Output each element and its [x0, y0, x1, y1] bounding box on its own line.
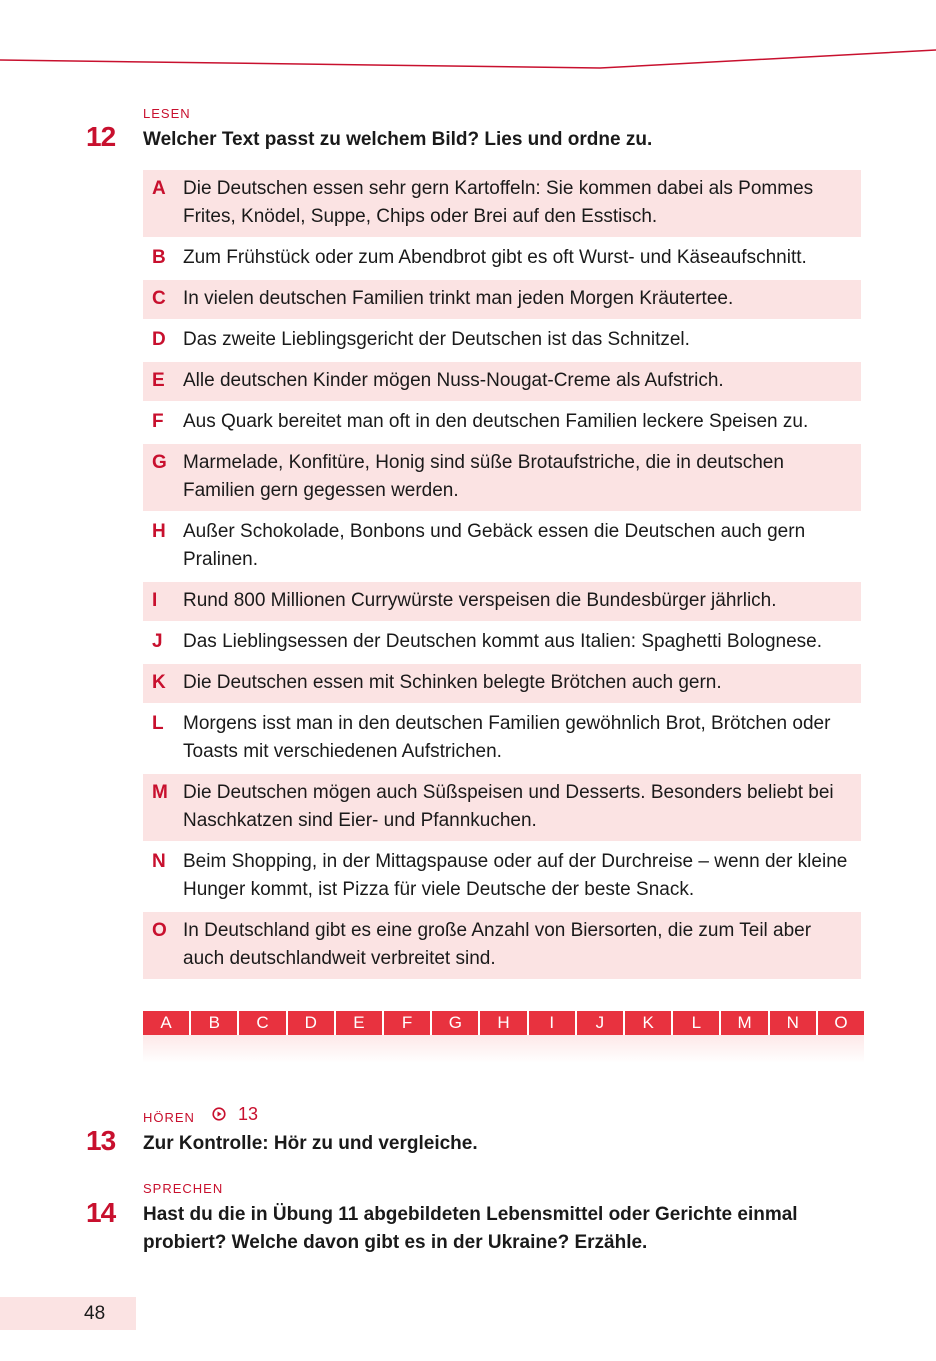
item-letter: M: [152, 782, 168, 803]
text-item-f: [143, 403, 861, 442]
exercise-12-number: 12: [86, 121, 116, 152]
text-item-i: [143, 582, 861, 621]
item-text: Die Deutschen essen mit Schinken belegte Brötchen auch gern.: [183, 672, 722, 693]
item-text: Alle deutschen Kinder mögen Nuss-Nougat-Creme als Aufstrich.: [183, 370, 724, 391]
exercise-12-label: LESEN: [143, 106, 191, 121]
exercise-14-number: 14: [86, 1197, 116, 1228]
item-letter: G: [152, 452, 167, 473]
item-text: Die Deutschen mögen auch Süßspeisen und Desserts. Besonders beliebt bei Naschkatzen sind Eier- und Pfannkuchen.: [183, 782, 834, 831]
text-list: [143, 170, 861, 981]
text-item-j: [143, 623, 861, 662]
page-number: 48: [84, 1303, 106, 1324]
text-item-a: [143, 170, 861, 237]
item-letter: N: [152, 851, 166, 872]
item-text: Das Lieblingsessen der Deutschen kommt aus Italien: Spaghetti Bolognese.: [183, 631, 822, 652]
audio-track-number: 13: [238, 1104, 259, 1124]
exercise-12-title: Welcher Text passt zu welchem Bild? Lies und ordne zu.: [143, 129, 653, 150]
answer-cell-c: C: [239, 1011, 287, 1035]
answer-cell-b: B: [191, 1011, 239, 1035]
text-item-b: [143, 239, 861, 278]
answer-cell-a: A: [143, 1011, 191, 1035]
answer-cell-f: F: [384, 1011, 432, 1035]
exercise-14-label: SPRECHEN: [143, 1181, 224, 1196]
answer-grid: [143, 1011, 864, 1035]
answer-cell-l: L: [673, 1011, 721, 1035]
item-letter: K: [152, 672, 166, 693]
item-letter: L: [152, 713, 164, 734]
item-text: Die Deutschen essen sehr gern Kartoffeln: Sie kommen dabei als Pommes Frites, Knödel, Suppe, Chips oder Brei auf den Esstisch.: [183, 178, 814, 227]
item-letter: D: [152, 329, 166, 350]
play-circle-icon[interactable]: [212, 1107, 226, 1121]
item-letter: E: [152, 370, 165, 391]
text-item-e: [143, 362, 861, 401]
text-item-c: [143, 280, 861, 319]
item-text: Aus Quark bereitet man oft in den deutschen Familien leckere Speisen zu.: [183, 411, 809, 432]
text-item-o: [143, 912, 861, 979]
text-item-d: [143, 321, 861, 360]
header-rule: [0, 40, 936, 80]
answer-cell-i: I: [529, 1011, 577, 1035]
item-text: Außer Schokolade, Bonbons und Gebäck essen die Deutschen auch gern Pralinen.: [183, 521, 806, 570]
text-item-m: [143, 774, 861, 841]
text-item-k: [143, 664, 861, 703]
item-letter: H: [152, 521, 166, 542]
answer-cell-j: J: [577, 1011, 625, 1035]
answer-cell-n: N: [770, 1011, 818, 1035]
item-letter: C: [152, 288, 166, 309]
exercise-13-title: Zur Kontrolle: Hör zu und vergleiche.: [143, 1133, 478, 1154]
item-letter: O: [152, 920, 167, 941]
item-letter: I: [152, 590, 158, 611]
item-text: Das zweite Lieblingsgericht der Deutschen ist das Schnitzel.: [183, 329, 690, 350]
exercise-13-label: HÖREN: [143, 1110, 195, 1125]
text-item-n: [143, 843, 861, 910]
item-text: In Deutschland gibt es eine große Anzahl von Biersorten, die zum Teil aber auch deutschlandweit verbreitet sind.: [183, 920, 812, 969]
item-text: Rund 800 Millionen Currywürste verspeisen die Bundesbürger jährlich.: [183, 590, 777, 611]
answer-cell-k: K: [625, 1011, 673, 1035]
item-letter: B: [152, 247, 166, 268]
item-text: Beim Shopping, in der Mittagspause oder auf der Durchreise – wenn der kleine Hunger kommt, ist Pizza für viele Deutsche der beste Snack.: [183, 851, 848, 900]
item-letter: F: [152, 411, 164, 432]
text-item-h: [143, 513, 861, 580]
answer-cell-h: H: [480, 1011, 528, 1035]
item-text: In vielen deutschen Familien trinkt man jeden Morgen Kräutertee.: [183, 288, 734, 309]
item-text: Morgens isst man in den deutschen Familien gewöhnlich Brot, Brötchen oder Toasts mit verschiedenen Aufstrichen.: [183, 713, 831, 762]
item-text: Zum Frühstück oder zum Abendbrot gibt es oft Wurst- und Käseaufschnitt.: [183, 247, 807, 268]
answer-cell-o: O: [834, 1013, 848, 1032]
text-item-l: [143, 705, 861, 772]
text-item-g: [143, 444, 861, 511]
exercise-13-number: 13: [86, 1125, 116, 1156]
answer-cell-d: D: [288, 1011, 336, 1035]
page-number-box: [0, 1297, 136, 1330]
item-letter: J: [152, 631, 163, 652]
answer-cell-g: G: [432, 1011, 480, 1035]
item-text: Marmelade, Konfitüre, Honig sind süße Brotaufstriche, die in deutschen Familien gern gegessen werden.: [183, 452, 784, 501]
item-letter: A: [152, 178, 166, 199]
answer-grid-blank-row[interactable]: [143, 1035, 864, 1063]
answer-cell-e: E: [336, 1011, 384, 1035]
exercise-14-title: Hast du die in Übung 11 abgebildeten Lebensmittel oder Gerichte einmal probiert? Welche davon gibt es in der Ukraine? Erzähle.: [143, 1204, 798, 1253]
answer-cell-m: M: [721, 1011, 769, 1035]
